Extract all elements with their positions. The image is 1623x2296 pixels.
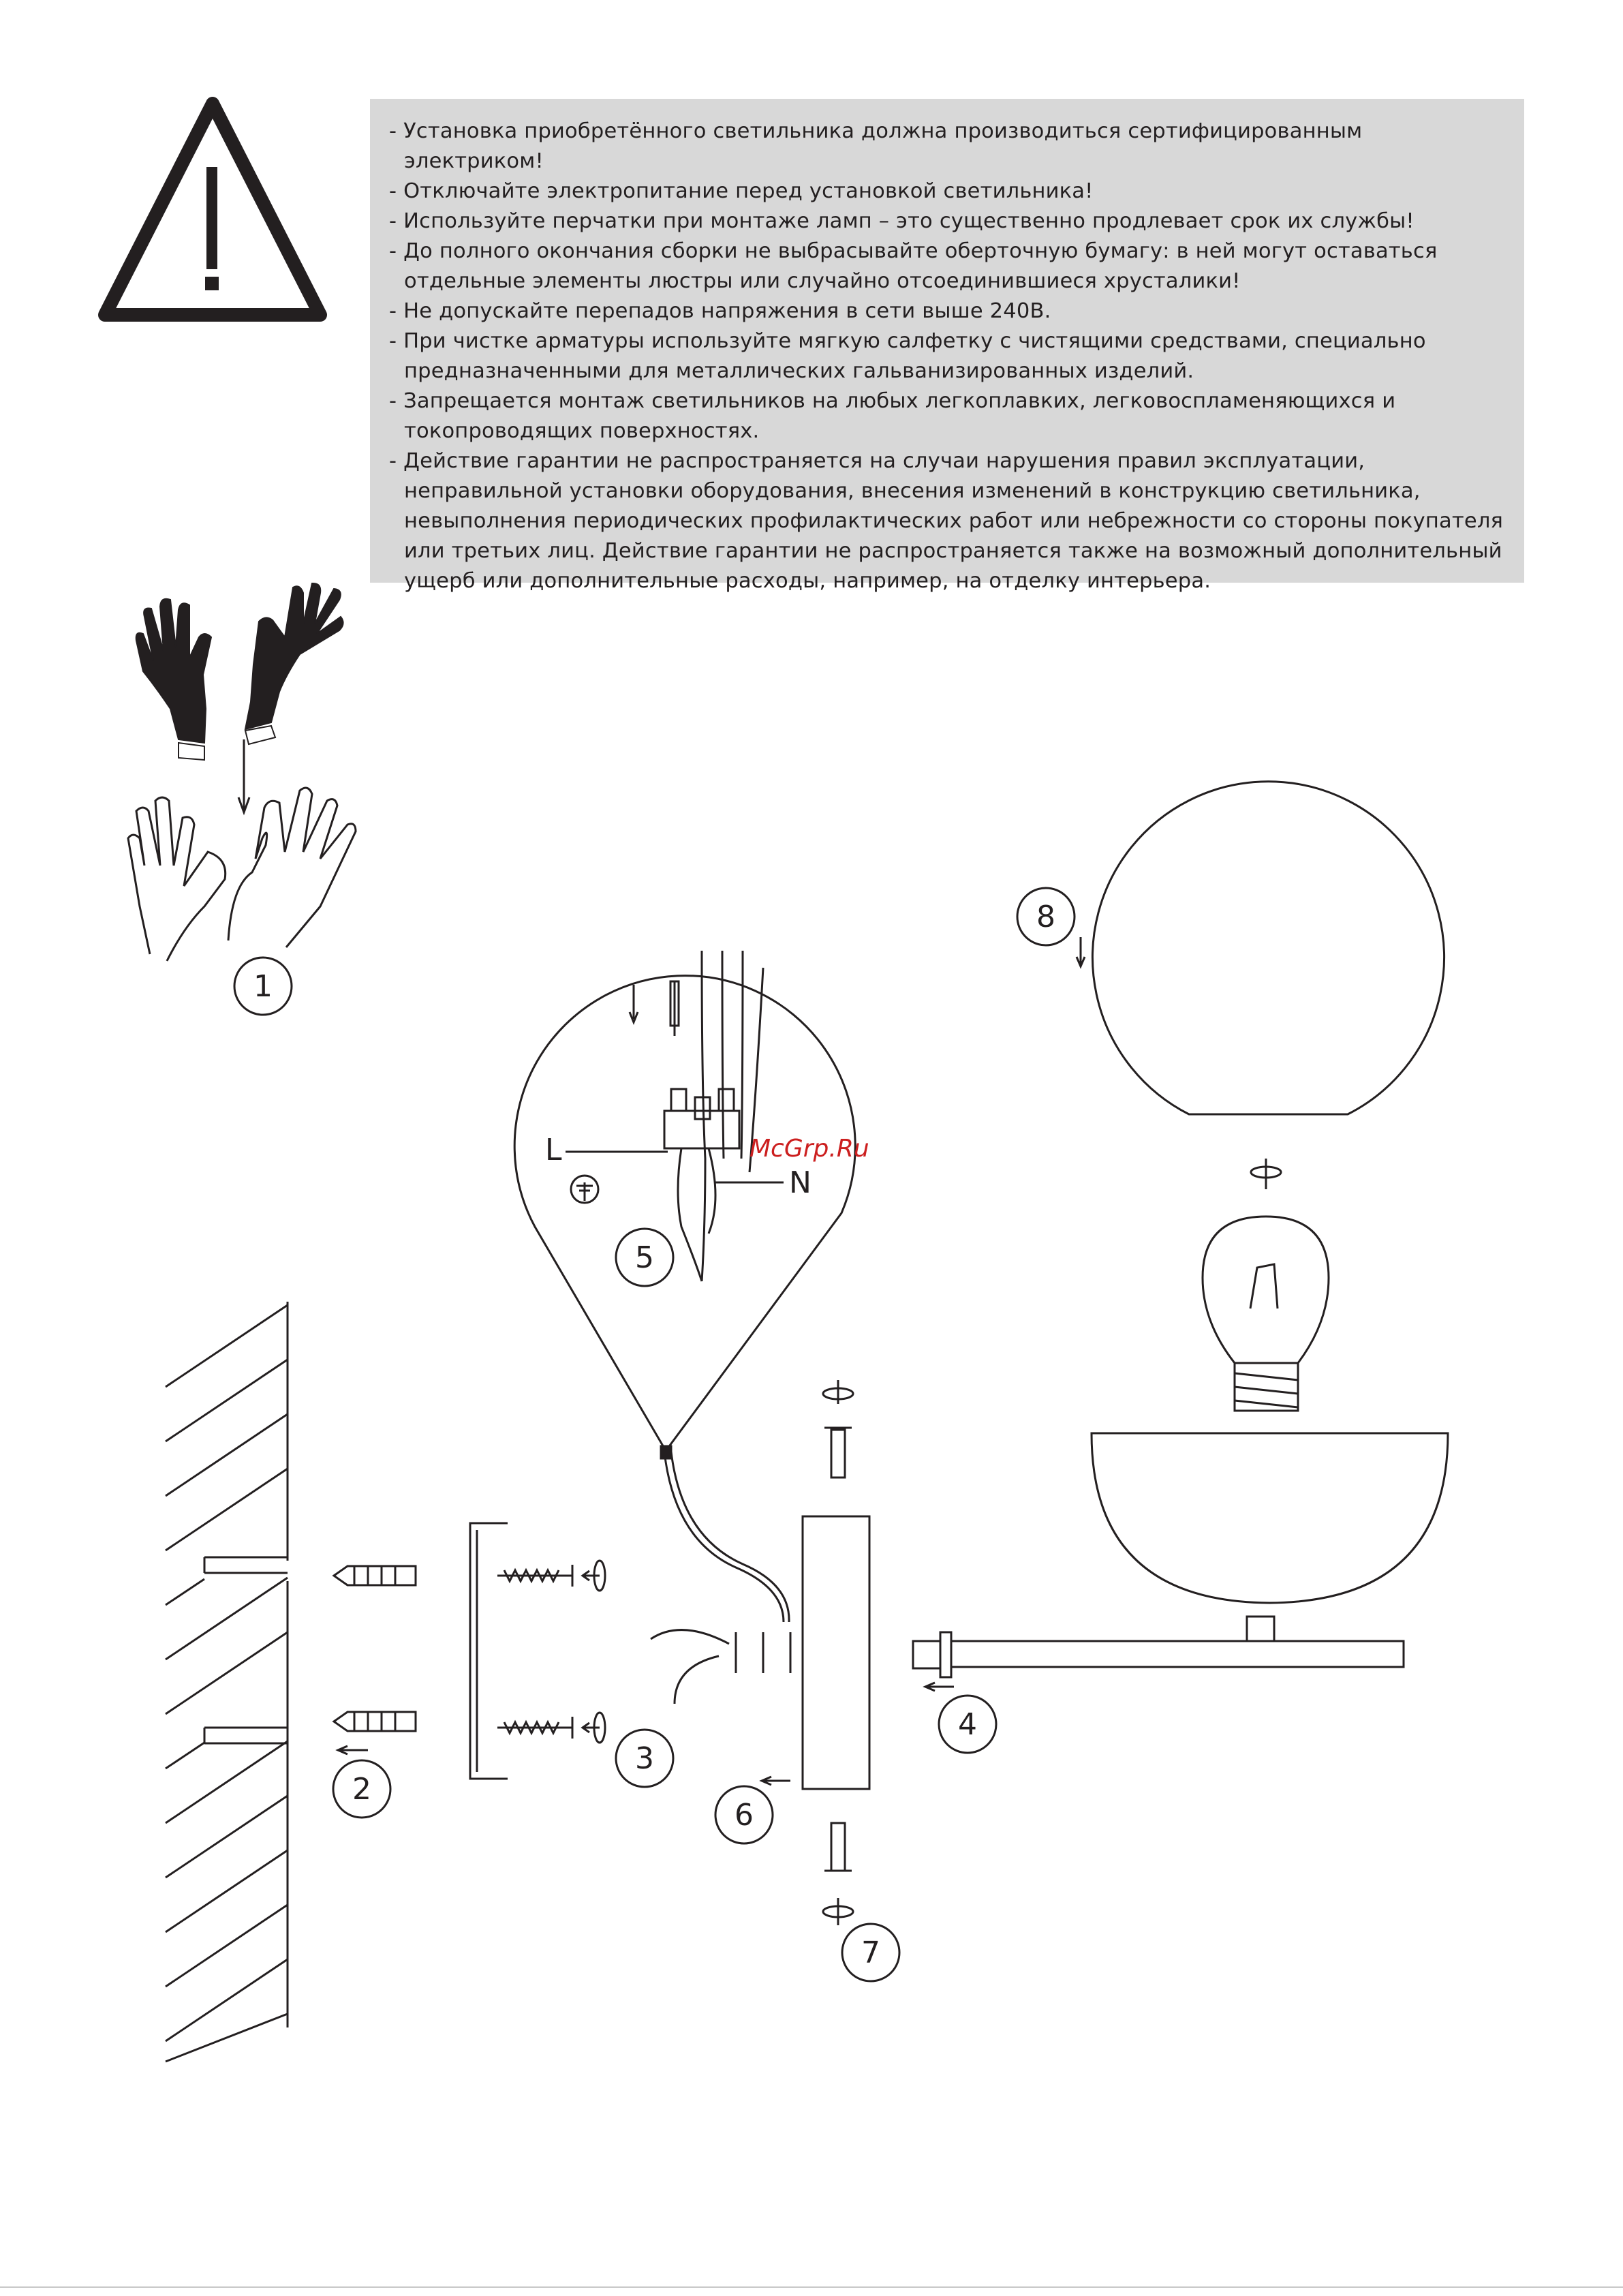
down-arrow-icon <box>238 739 249 812</box>
rotate-arrow-icon <box>1251 1159 1281 1189</box>
svg-text:7: 7 <box>861 1935 880 1970</box>
warning-item: - Действие гарантии не распространяется на случаи нарушения правил эксплуатации, неправильной установки оборудования, внесения изменений в конструкцию светильника, невыполнения периодических профилактических работ или небрежности со стороны покупателя или третьих лиц. Действие гарантии не распространяется также на возможный дополнительный ущерб или дополнительные расходы, например, на отделку интерьера. <box>389 449 1511 593</box>
down-arrow-icon <box>1077 937 1085 966</box>
step-2-marker <box>333 1760 390 1818</box>
mounting-bracket <box>470 1523 508 1779</box>
live-wire-label: L <box>545 1133 562 1167</box>
svg-text:4: 4 <box>958 1707 977 1742</box>
step-6-marker <box>715 1786 773 1843</box>
step-7-marker <box>842 1924 899 1981</box>
svg-text:1: 1 <box>253 969 273 1004</box>
warning-item: - До полного окончания сборки не выбрасывайте оберточную бумагу: в ней могут оставаться отдельные элементы люстры или случайно отсоединившиеся хрусталики! <box>389 239 1444 293</box>
lamp-arm <box>913 1617 1404 1677</box>
svg-text:2: 2 <box>352 1772 371 1807</box>
ground-symbol-icon <box>571 1176 598 1203</box>
hands-icon <box>128 788 356 961</box>
step-8-marker <box>1017 888 1075 945</box>
warning-triangle-icon <box>105 104 320 315</box>
step-5-marker <box>616 1229 673 1286</box>
wall-base <box>803 1516 869 1789</box>
power-cable <box>651 1446 790 1704</box>
top-screw <box>823 1380 853 1478</box>
left-arrow-icon <box>762 1777 790 1785</box>
svg-text:8: 8 <box>1036 900 1055 934</box>
warning-item: - Используйте перчатки при монтаже ламп – это существенно продлевает срок их службы! <box>389 209 1415 233</box>
svg-text:6: 6 <box>735 1798 754 1833</box>
step-4-marker <box>939 1696 996 1753</box>
step-3-marker <box>616 1730 673 1787</box>
left-arrow-icon <box>338 1746 368 1754</box>
wall-dowel <box>334 1566 416 1585</box>
svg-text:3: 3 <box>635 1741 654 1776</box>
warning-item: - Запрещается монтаж светильников на любых легкоплавких, легковоспламеняющихся и токопроводящих поверхностях. <box>389 389 1403 443</box>
gloves-icon <box>136 583 343 760</box>
footer-rule <box>0 2286 1623 2288</box>
warning-item: - Установка приобретённого светильника должна производиться сертифицированным электриком! <box>389 119 1370 173</box>
svg-text:5: 5 <box>635 1240 654 1275</box>
warning-item: - При чистке арматуры используйте мягкую салфетку с чистящими средствами, специально предназначенными для металлических гальванизированных изделий. <box>389 329 1433 383</box>
bottom-screw <box>823 1823 853 1925</box>
neutral-wire-label: N <box>789 1165 812 1200</box>
wall <box>166 1302 288 2062</box>
watermark: McGrp.Ru <box>749 1135 869 1163</box>
warning-item: - Отключайте электропитание перед установкой светильника! <box>389 179 1094 203</box>
glass-globe-shade <box>1093 782 1444 1114</box>
bracket-screw <box>497 1713 605 1743</box>
wall-dowel <box>334 1712 416 1731</box>
bracket-screw <box>497 1561 605 1591</box>
warning-item: - Не допускайте перепадов напряжения в сети выше 240В. <box>389 299 1051 323</box>
lamp-holder-bowl <box>1092 1433 1448 1603</box>
light-bulb-icon <box>1203 1216 1329 1411</box>
step-1-marker <box>234 958 292 1015</box>
left-arrow-icon <box>925 1683 954 1691</box>
